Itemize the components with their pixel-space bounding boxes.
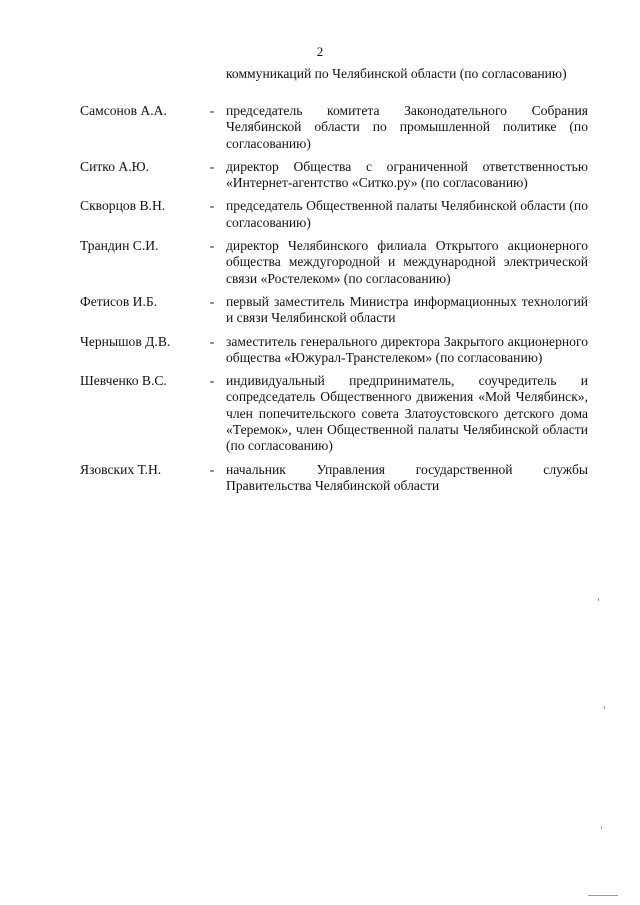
member-entry [80, 373, 590, 454]
member-name: Шевченко В.С. [80, 373, 167, 389]
member-entry [80, 334, 590, 367]
member-name: Чернышов Д.В. [80, 333, 171, 349]
member-entry [80, 294, 590, 327]
member-role: председатель Общественной палаты Челябинской области (по согласованию) [226, 198, 588, 230]
member-name: Самсонов А.А. [80, 103, 167, 118]
member-role: директор Челябинского филиала Открытого акционерного общества междугородной и международной электрической связи «Ростелеком» (по согласованию) [226, 238, 588, 286]
page-number: 2 [316, 44, 324, 59]
scan-speck [601, 826, 602, 829]
member-dash: - [209, 333, 215, 349]
continued-role-text: коммуникаций по Челябинской области (по согласованию) [226, 66, 567, 81]
member-role: председатель комитета Законодательного Собрания Челябинской области по промышленной политике (по согласованию) [226, 103, 588, 151]
member-dash: - [209, 103, 215, 118]
member-role: директор Общества с ограниченной ответственностью «Интернет-агентство «Ситко.ру» (по согласованию) [226, 158, 588, 191]
member-name: Язовских Т.Н. [80, 461, 162, 477]
member-role: заместитель генерального директора Закрытого акционерного общества «Южурал-Транстелеком» (по согласованию) [226, 333, 588, 365]
member-entry [80, 159, 590, 192]
member-dash: - [209, 293, 215, 309]
member-entry [80, 198, 590, 231]
member-role: первый заместитель Министра информационных технологий и связи Челябинской области [226, 293, 588, 326]
member-dash: - [209, 158, 215, 174]
member-dash: - [209, 238, 215, 254]
member-role: начальник Управления государственной службы Правительства Челябинской области [226, 461, 588, 493]
member-name: Фетисов И.Б. [80, 293, 158, 309]
member-entry [80, 238, 590, 287]
scan-speck [598, 598, 599, 601]
member-dash: - [209, 198, 215, 214]
member-role: индивидуальный предприниматель, соучредитель и сопредседатель Общественного движения «Мой Челябинск», член попечительского совета Златоустовского детского дома «Теремок», член Общественной палаты Челябинской области (по согласованию) [226, 373, 588, 454]
scan-speck [604, 706, 605, 709]
member-dash: - [209, 461, 215, 477]
member-dash: - [209, 373, 215, 389]
member-entry [80, 103, 590, 152]
member-list [80, 103, 590, 501]
scan-speck [588, 895, 618, 896]
member-name: Трандин С.И. [80, 238, 159, 254]
member-name: Скворцов В.Н. [80, 198, 166, 214]
member-name: Ситко А.Ю. [80, 158, 149, 174]
member-entry [80, 462, 590, 495]
